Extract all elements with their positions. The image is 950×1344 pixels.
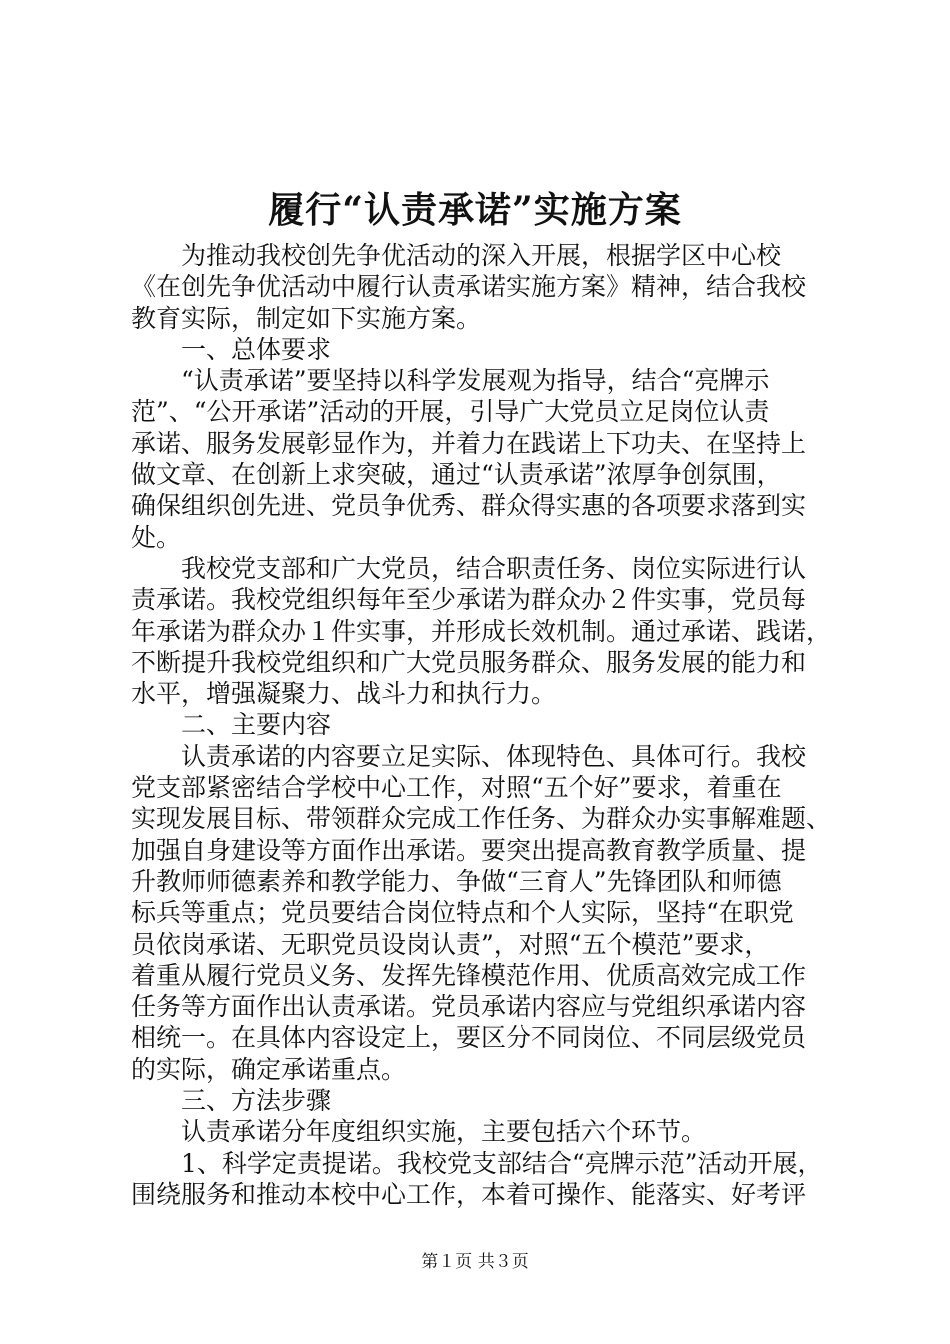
- body-line: 围绕服务和推动本校中心工作，本着可操作、能落实、好考评: [131, 1179, 807, 1209]
- page-number-footer: 第１页 共３页: [421, 1252, 529, 1272]
- body-line: 处。: [131, 522, 182, 552]
- body-line: 范”、“公开承诺”活动的开展，引导广大党员立足岗位认责: [131, 397, 770, 427]
- document-title: 履行“认责承诺”实施方案: [268, 189, 682, 231]
- body-line: “认责承诺”要坚持以科学发展观为指导，结合“亮牌示: [181, 366, 770, 396]
- body-line: 认责承诺的内容要立足实际、体现特色、具体可行。我校: [181, 741, 807, 771]
- body-line: 承诺、服务发展彰显作为，并着力在践诺上下功夫、在坚持上: [131, 428, 807, 458]
- body-line: 年承诺为群众办１件实事，并形成长效机制。通过承诺、践诺，: [131, 616, 832, 646]
- section-heading: 一、总体要求: [181, 334, 332, 364]
- body-line: 责承诺。我校党组织每年至少承诺为群众办２件实事，党员每: [131, 585, 807, 615]
- body-line: 实现发展目标、带领群众完成工作任务、为群众办实事解难题、: [131, 804, 832, 834]
- body-line: 做文章、在创新上求突破，通过“认责承诺”浓厚争创氛围，: [131, 460, 782, 490]
- body-line: 相统一。在具体内容设定上，要区分不同岗位、不同层级党员: [131, 1023, 807, 1053]
- body-line: 教育实际，制定如下实施方案。: [131, 303, 482, 333]
- section-heading: 二、主要内容: [181, 710, 332, 740]
- body-line: 我校党支部和广大党员，结合职责任务、岗位实际进行认: [181, 553, 807, 583]
- document-body: [131, 240, 831, 1210]
- body-line: 任务等方面作出认责承诺。党员承诺内容应与党组织承诺内容: [131, 992, 807, 1022]
- body-line: 确保组织创先进、党员争优秀、群众得实惠的各项要求落到实: [131, 491, 807, 521]
- body-line: 党支部紧密结合学校中心工作，对照“五个好”要求，着重在: [131, 773, 782, 803]
- body-line: 《在创先争优活动中履行认责承诺实施方案》精神，结合我校: [131, 272, 807, 302]
- body-line: 水平，增强凝聚力、战斗力和执行力。: [131, 679, 557, 709]
- body-line: 着重从履行党员义务、发挥先锋模范作用、优质高效完成工作: [131, 960, 807, 990]
- body-line: 为推动我校创先争优活动的深入开展，根据学区中心校: [181, 241, 782, 270]
- body-line: 的实际，确定承诺重点。: [131, 1054, 407, 1084]
- section-heading: 三、方法步骤: [181, 1086, 332, 1116]
- body-line: 标兵等重点；党员要结合岗位特点和个人实际，坚持“在职党: [131, 898, 794, 928]
- body-line: 加强自身建设等方面作出承诺。要突出提高教育教学质量、提: [131, 835, 807, 865]
- body-line: 不断提升我校党组织和广大党员服务群众、服务发展的能力和: [131, 647, 807, 677]
- body-line: 升教师师德素养和教学能力、争做“三育人”先锋团队和师德: [131, 866, 782, 896]
- body-line: 认责承诺分年度组织实施，主要包括六个环节。: [181, 1117, 707, 1147]
- body-line: 1、科学定责提诺。我校党支部结合“亮牌示范”活动开展，: [181, 1148, 823, 1178]
- body-line: 员依岗承诺、无职党员设岗认责”，对照“五个模范”要求，: [131, 929, 770, 959]
